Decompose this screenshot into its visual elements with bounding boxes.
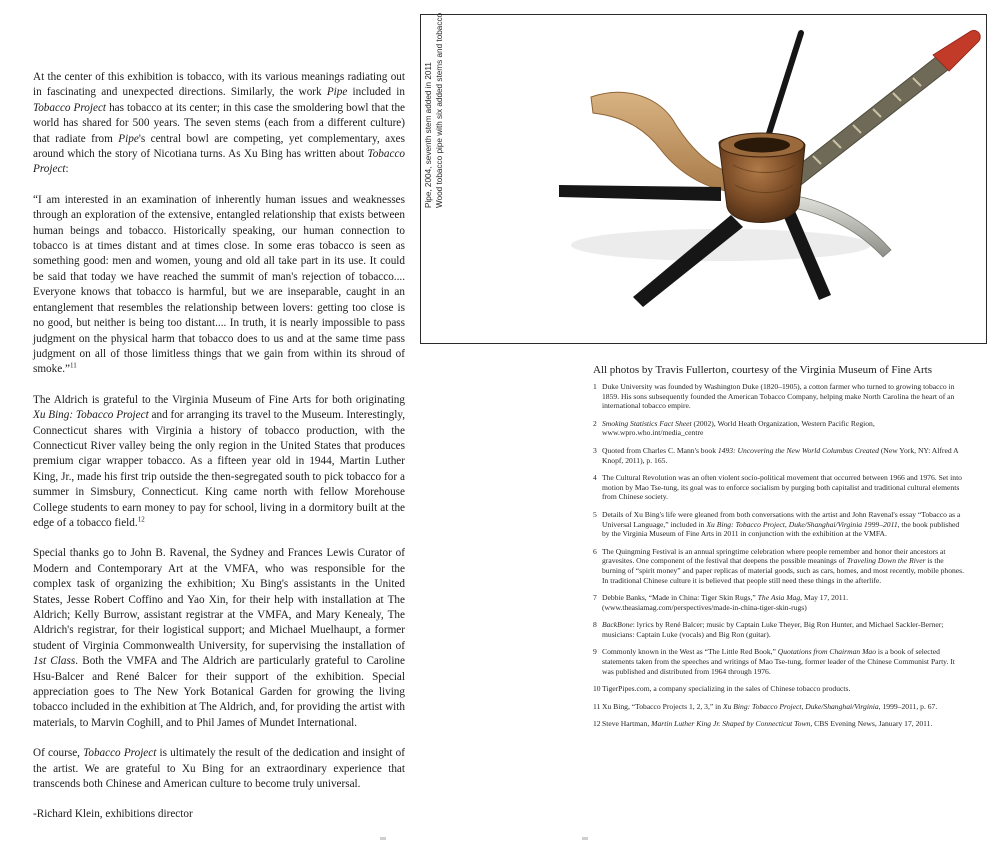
stem-light-wood — [591, 92, 739, 193]
footnote-number: 6 — [593, 546, 597, 556]
essay-paragraph-1: At the center of this exhibition is tobacco, with its various meanings radiating out in fascinating and unexpected directions. Similarly, the work Pipe included in Tobacco Project has tobacco at its center; in this case the smoldering bowl that the world has shared for 500 years. The seven stems (each from a different culture) that radiate from Pipe's central bowl are competing, yet complementary, axes around which the story of Nicotiana turns. As Xu Bing has written about Tobacco Project: — [33, 71, 406, 176]
footnote-item — [593, 473, 965, 502]
footnote-number: 5 — [593, 509, 597, 519]
footnote-number: 2 — [593, 418, 597, 428]
footnote-ref-11: 11 — [69, 361, 77, 370]
footnote-text: Xu Bing, “Tobacco Projects 1, 2, 3,” in Xu Bing: Tobacco Project, Duke/Shanghai/Virginia, 1999–2011, p. 67. — [602, 701, 938, 711]
footnote-number: 12 — [593, 719, 601, 729]
footnote-text: Duke University was founded by Washington Duke (1820–1905), a cotton farmer who turned to growing tobacco in 1859. His sons subsequently founded the American Tobacco Company, helping make North Carolina the heart of an international tobacco empire. — [602, 382, 955, 411]
essay-column — [33, 70, 405, 838]
footnote-text: The Quingming Festival is an annual springtime celebration where people remember and honor their ancestors at gravesites. One component of the festival that deepens the possible meanings of Traveling Down the River is the burning of “spirit money” and paper replicas of material goods, such as cars, homes, and most recently, mobile phones. In traditional Chinese culture it is believed that people still need these things in the afterlife. — [602, 546, 965, 585]
footnote-item — [593, 593, 965, 612]
pipe-illustration — [421, 12, 987, 344]
bowl-opening — [734, 138, 790, 153]
footnotes-list — [593, 382, 965, 737]
footnote-item — [593, 446, 965, 465]
photo-caption-medium: Wood tobacco pipe with six added stems and tobacco — [434, 12, 444, 208]
footnote-text: Debbie Banks, “Made in China: Tiger Skin Rugs,” The Asia Mag, May 17, 2011. (www.theasiamag.com/perspectives/made-in-china-tiger-skin-rugs) — [602, 593, 848, 612]
pipe-photo — [420, 14, 987, 344]
stem-top-black — [766, 33, 801, 143]
footnote-item — [593, 382, 965, 411]
stem-lower-left-black — [633, 215, 743, 307]
page-mark-right — [582, 837, 588, 840]
footnote-number: 9 — [593, 647, 597, 657]
footnote-text: Steve Hartman, Martin Luther King Jr. Shaped by Connecticut Town, CBS Evening News, January 17, 2011. — [602, 719, 933, 729]
footnote-item — [593, 510, 965, 539]
footnote-text: Smoking Statistics Fact Sheet (2002), World Heath Organization, Western Pacific Region, www.wpro.who.int/media_centre — [602, 418, 875, 438]
footnote-ref-12: 12 — [137, 515, 145, 524]
footnote-number: 3 — [593, 445, 597, 455]
footnote-text: Quoted from Charles C. Mann's book 1493: Uncovering the New World Columbus Created (New York, NY: Alfred A Knopf, 2011), p. 165. — [602, 445, 959, 465]
essay-paragraph-3: The Aldrich is grateful to the Virginia Museum of Fine Arts for both originating Xu Bing: Tobacco Project and for arranging its travel to the Museum. Interestingly, Connecticut shares with Virginia a history of tobacco production, with the Connecticut River valley being the only region in the United States that produces premium cigar wrapper tobacco. As a fifteen year old in 1944, Martin Luther King, Jr., made his first trip outside the then-segregated south to pick tobacco for a summer in Simsbury, Connecticut. King came north with fellow Morehouse College students to earn money to pay for school, living in a dormitory built at the edge of a tobacco field.$^{12}$ — [33, 393, 405, 529]
footnote-number: 10 — [593, 684, 601, 694]
footnote-item — [593, 719, 965, 729]
footnote-number: 8 — [593, 620, 597, 630]
footnote-text: Details of Xu Bing's life were gleaned from both conversations with the artist and John Ravenal's essay “Tobacco as a Universal Language,” included in Xu Bing: Tobacco Project, Duke/Shanghai/Virginia 1999–2011, the book published by the Virginia Museum of Fine Arts in 2011 in conjunction with the exhibition at the VMFA. — [602, 509, 961, 539]
photo-caption — [424, 12, 445, 208]
footnote-text: The Cultural Revolution was an often violent socio-political movement that occurred between 1966 and 1976. Set into motion by Mao Tse-tung, its goal was to enforce socialism by purging both capitalist and traditional cultural elements from Chinese society. — [602, 473, 962, 502]
essay-quote-paragraph: “I am interested in an examination of inherently human issues and weaknesses through an exploration of the extensive, entangled relationship that exists between human beings and tobacco. Historically speaking, our human connection to tobacco is at times distant and at times close. In some eras tobacco is seen as something good: men and women, young and old all take part in its use. It could be said that today we have reached the summit of man's rejection of tobacco.... Everyone knows that tobacco is harmful, but we are inseparable, caught in an entanglement that resembles the relationship between lovers: getting too close is no good, but neither is being too distant.... In truth, it is nearly impossible to pass judgment on the physical harm that tobacco does to us and at the same time pass judgment on all of those limitless things that we gain from within its shroud of smoke.”$^{11}$ — [33, 193, 405, 376]
essay-paragraph-5: Of course, Tobacco Project is ultimately the result of the dedication and insight of the artist. We are grateful to Xu Bing for an extraordinary experience that transcends both Chinese and American culture to become truly universal. — [33, 747, 405, 791]
footnote-item — [593, 620, 965, 639]
essay-paragraph-4: Special thanks go to John B. Ravenal, the Sydney and Frances Lewis Curator of Modern and Contemporary Art at the VMFA, who was responsible for the complex task of organizing the exhibition; Xu Bing's assistants in the United States, Jesse Robert Coffino and Yao Xin, for their help with installation at The Aldrich; Kelly Burrow, assistant registrar at the VMFA, and Mary Kenealy, The Aldrich's registrar, for their logistical support; and Michael Muelhaupt, a former student of Virginia Commonwealth University, for supervising the installation of 1st Class. Both the VMFA and The Aldrich are particularly grateful to Caroline Hsu-Balcer and René Balcer for their support of the exhibition. Special appreciation goes to The New York Botanical Garden for growing the living tobacco included in the exhibition at The Aldrich, and, for providing the artist with materials, to Marvin Coghill, and to Phil James of Mundet International. — [33, 547, 405, 729]
footnote-item — [593, 419, 965, 438]
footnote-number: 11 — [593, 701, 601, 711]
footnote-item — [593, 702, 965, 712]
photo-credit: All photos by Travis Fullerton, courtesy of the Virginia Museum of Fine Arts — [593, 364, 933, 376]
signature: -Richard Klein, exhibitions director — [33, 808, 193, 821]
footnote-number: 1 — [593, 382, 597, 391]
page-mark-left — [380, 837, 386, 840]
footnote-item — [593, 647, 965, 676]
photo-caption-title: Pipe, 2004, seventh stem added in 2011 — [424, 62, 433, 208]
footnote-text: TigerPipes.com, a company specializing in the sales of Chinese tobacco products. — [602, 684, 851, 694]
footnote-number: 4 — [593, 473, 597, 483]
footnote-item — [593, 547, 965, 585]
footnote-text: BackBone: lyrics by René Balcer; music by Captain Luke Theyer, Big Ron Hunter, and Michael Sackler-Berner; musicians: Captain Luke (vocals) and Big Ron (guitar). — [602, 620, 944, 639]
footnote-number: 7 — [593, 593, 597, 603]
footnote-text: Commonly known in the West as “The Little Red Book,” Quotations from Chairman Mao is a book of selected statements taken from the speeches and writings of Mao Tse-tung, former leader of the Chinese Communist Party. It was published and distributed from 1964 through 1976. — [602, 647, 955, 676]
stem-left-black — [559, 185, 721, 201]
footnote-item — [593, 684, 965, 694]
